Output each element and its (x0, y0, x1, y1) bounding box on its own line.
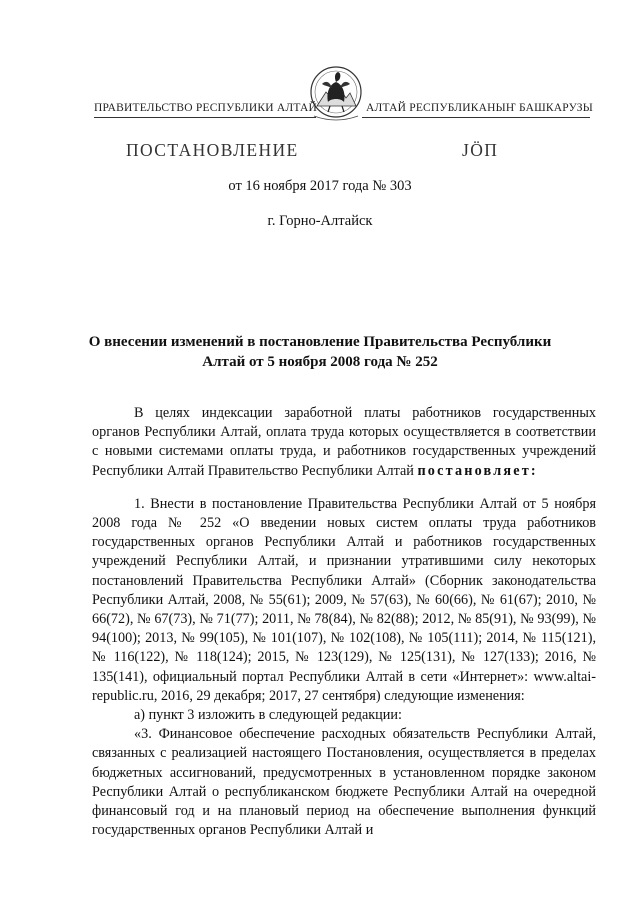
quoted-paragraph: «3. Финансовое обеспечение расходных обязательств Республики Алтай, связанных с реализацией настоящего Постановления, осуществляется в пределах бюджетных ассигнований, предусмотренных в установленном порядке законом Республики Алтай о республиканском бюджете Республики Алтай на очередной финансовый год и на плановый период на обеспечение выполнения функций государственных органов Республики Алтай и (92, 726, 596, 839)
intro-verb: постановляет: (417, 462, 538, 479)
organization-header (0, 102, 640, 118)
doc-type-altai: JÖП (462, 140, 499, 160)
header-rule-left (94, 117, 316, 118)
org-name-altai: АЛТАЙ РЕСПУБЛИКАНЫҤ БАШКАРУЗЫ (366, 102, 593, 114)
org-name-russian: ПРАВИТЕЛЬСТВО РЕСПУБЛИКИ АЛТАЙ (94, 102, 318, 114)
document-title (80, 332, 560, 372)
title-line-2: Алтай от 5 ноября 2008 года № 252 (202, 354, 438, 370)
doc-type-russian: ПОСТАНОВЛЕНИЕ (126, 140, 299, 160)
intro-paragraph (92, 404, 596, 481)
document-date-number: от 16 ноября 2017 года № 303 (228, 178, 412, 194)
document-type-row (0, 140, 640, 164)
document-city: г. Горно-Алтайск (267, 213, 373, 229)
intro-text: В целях индексации заработной платы работников государственных органов Республики Алтай, оплата труда которых осуществляется в соответствии с новыми системами оплаты труда, и работников государственных учреждений Республики Алтай Правительство Республики Алтай (92, 405, 596, 479)
header-rule-right (362, 117, 590, 118)
document-body (92, 404, 596, 840)
title-line-1: О внесении изменений в постановление Правительства Республики (88, 334, 552, 350)
item-1-paragraph: 1. Внести в постановление Правительства Республики Алтай от 5 ноября 2008 года № 252 «О введении новых систем оплаты труда работников государственных органов Республики Алтай и работников государственных учреждений Республики Алтай, и признании утратившими силу некоторых постановлений Правительства Республики Алтай» (Сборник законодательства Республики Алтай, 2008, № 55(61); 2009, № 57(63), № 60(66), № 61(67); 2010, № 66(72), № 67(73), № 71(77); 2011, № 78(84), № 82(88); 2012, № 85(91), № 93(99), № 94(100); 2013, № 99(105), № 101(107), № 102(108), № 105(111); 2014, № 115(121), № 116(122), № 118(124); 2015, № 123(129), № 125(131), № 127(133); 2016, № 135(141), официальный портал Республики Алтай в сети «Интернет»: www.altai-republic.ru, 2016, 29 декабря; 2017, 27 сентября) следующие изменения: (92, 495, 596, 704)
sub-item-a-paragraph: а) пункт 3 изложить в следующей редакции: (134, 707, 402, 724)
